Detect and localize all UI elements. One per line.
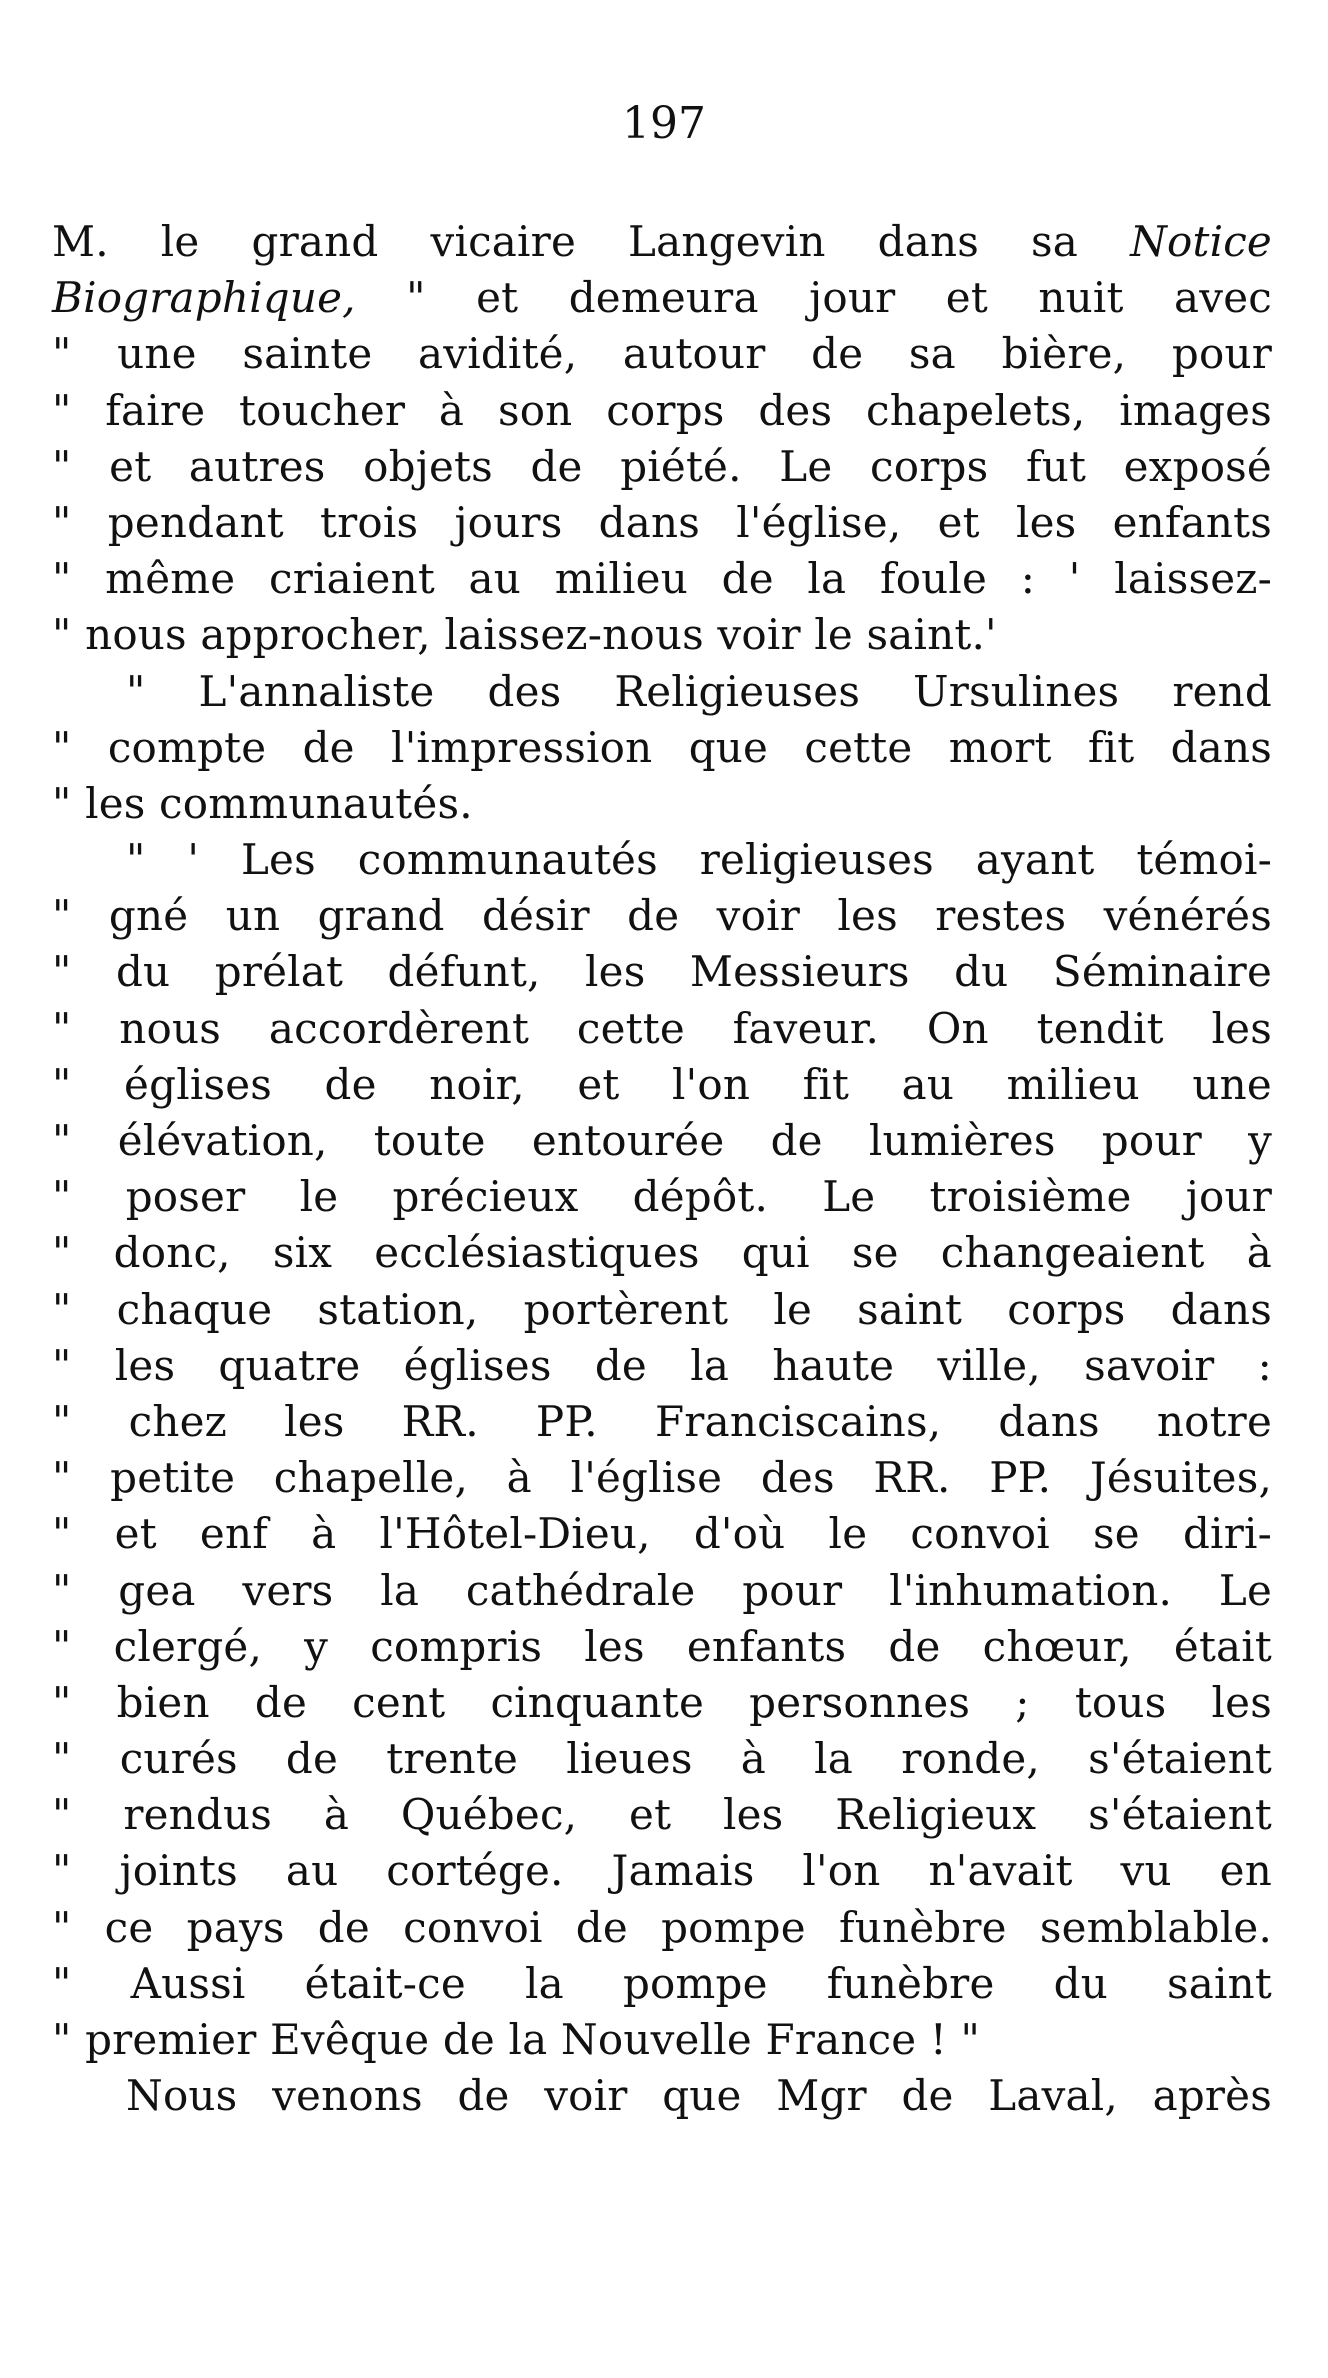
text-line: " Aussi était-ce la pompe funèbre du saint [52,1958,1272,2008]
text-line: " clergé, y compris les enfants de chœur, était [52,1621,1272,1671]
text-line: Nous venons de voir que Mgr de Laval, après [126,2071,1272,2121]
text-line: " ce pays de convoi de pompe funèbre semblable. [52,1902,1272,1952]
text-line: " poser le précieux dépôt. Le troisième jour [52,1172,1272,1222]
text-line: " et autres objets de piété. Le corps fut exposé [52,441,1272,491]
text-line: M. le grand vicaire Langevin dans sa Notice [52,217,1272,266]
text-line: " donc, six ecclésiastiques qui se changeaient à [52,1228,1272,1278]
text-line: " gné un grand désir de voir les restes vénérés [52,891,1272,941]
text-line: " curés de trente lieues à la ronde, s'étaient [52,1734,1272,1784]
text-line: " églises de noir, et l'on fit au milieu une [52,1059,1272,1109]
text-line: " joints au cortége. Jamais l'on n'avait vu en [52,1846,1272,1896]
text-line: " chez les RR. PP. Franciscains, dans notre [52,1396,1272,1446]
text-line: " ' Les communautés religieuses ayant témoi- [126,835,1272,885]
body-text [52,214,1272,2124]
text-line: " L'annaliste des Religieuses Ursulines rend [126,666,1272,716]
text-line: " même criaient au milieu de la foule : ' laissez- [52,554,1272,604]
text-line: " nous approcher, laissez-nous voir le saint.' [52,610,997,660]
text-line: " chaque station, portèrent le saint corps dans [52,1284,1272,1334]
text-line: " nous accordèrent cette faveur. On tendit les [52,1003,1272,1053]
text-line: " élévation, toute entourée de lumières pour y [52,1116,1272,1165]
text-line: " premier Evêque de la Nouvelle France ! " [52,2015,981,2064]
text-line: " du prélat défunt, les Messieurs du Séminaire [52,947,1272,997]
text-line: " rendus à Québec, et les Religieux s'étaient [52,1790,1272,1840]
text-line: " faire toucher à son corps des chapelets, images [52,385,1272,435]
text-line: " et enf à l'Hôtel-Dieu, d'où le convoi se diri- [52,1509,1272,1559]
text-line: " gea vers la cathédrale pour l'inhumation. Le [52,1565,1272,1615]
text-line: " les quatre églises de la haute ville, savoir : [52,1340,1272,1390]
text-line: " les communautés. [52,778,473,828]
text-line: " bien de cent cinquante personnes ; tous les [52,1677,1272,1727]
text-line: Biographique, " et demeura jour et nuit avec [52,273,1272,323]
text-line: " petite chapelle, à l'église des RR. PP. Jésuites, [52,1453,1272,1503]
text-line: " une sainte avidité, autour de sa bière, pour [52,329,1272,379]
page-number: 197 [622,98,706,149]
text-line: " pendant trois jours dans l'église, et les enfants [52,497,1272,547]
text-line: " compte de l'impression que cette mort fit dans [52,722,1272,772]
